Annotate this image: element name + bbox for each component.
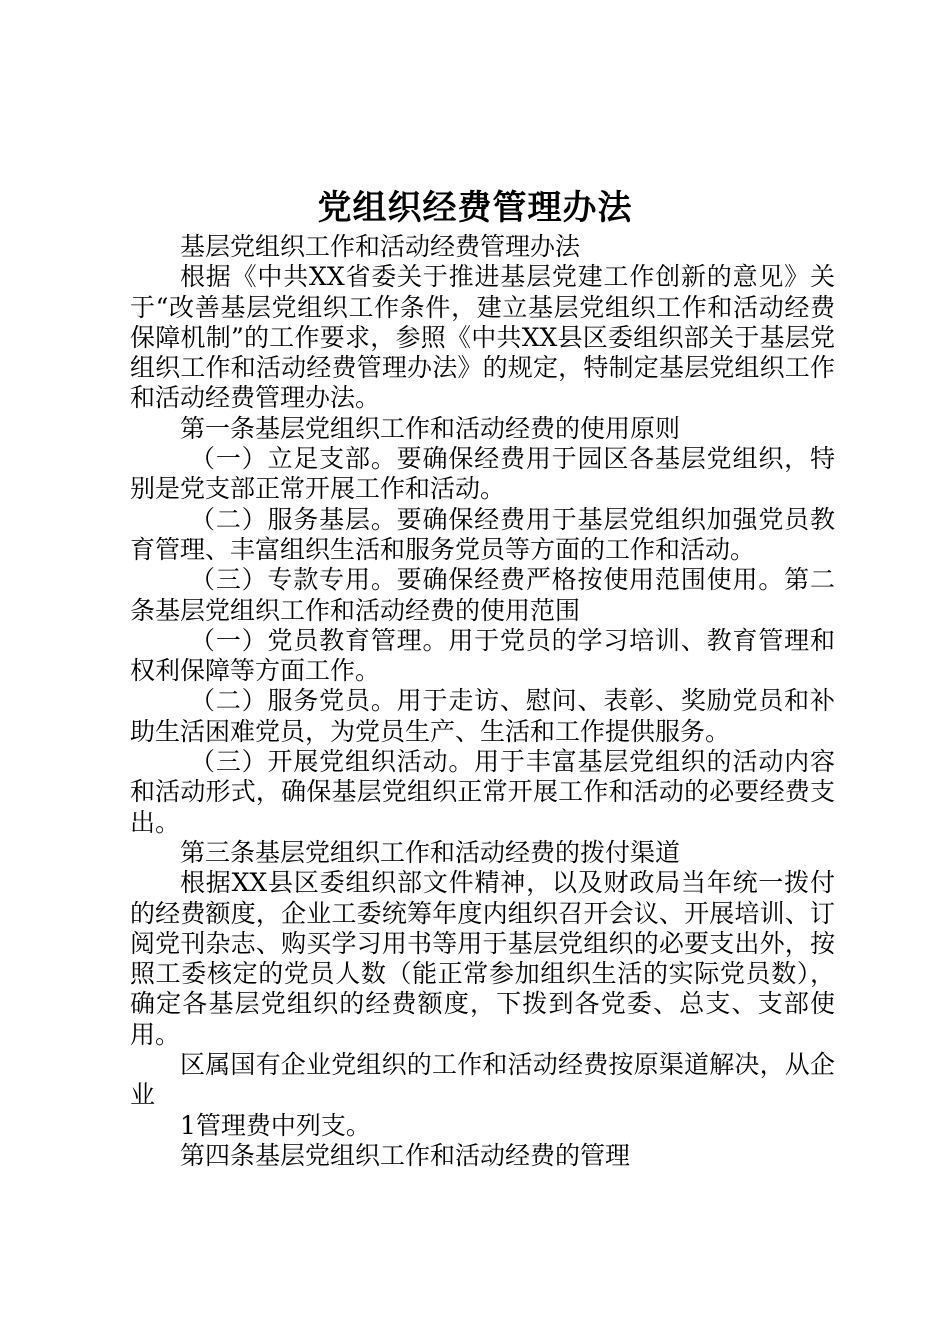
paragraph-preamble: 根据《中共XX省委关于推进基层党建工作创新的意见》关于“改善基层党组织工作条件，建立基层党组织工作和活动经费保障机制”的工作要求，参照《中共XX县区委组织部关于基层党组织工作和活动经费管理办法》的规定，特制定基层党组织工作和活动经费管理办法。 xyxy=(130,262,835,413)
paragraph-subtitle: 基层党组织工作和活动经费管理办法 xyxy=(180,232,581,261)
article-3-paragraph-2: 区属国有企业党组织的工作和活动经费按原渠道解决，从企业 xyxy=(130,1050,835,1110)
article-3-paragraph-3: 1管理费中列支。 xyxy=(180,1110,371,1140)
article-3-paragraph-1: 根据XX县区委组织部文件精神，以及财政局当年统一拨付的经费额度，企业工委统筹年度内组织召开会议、开展培训、订阅党刊杂志、购买学习用书等用于基层党组织的必要支出外，按照工委核定的党员人数（能正常参加组织生活的实际党员数），确定各基层党组织的经费额度，下拨到各党委、总支、支部使用。 xyxy=(130,868,835,1049)
article-4-heading: 第四条基层党组织工作和活动经费的管理 xyxy=(180,1140,631,1170)
article-2-item-2: （二）服务党员。用于走访、慰问、表彰、奖励党员和补助生活困难党员，为党员生产、生活和工作提供服务。 xyxy=(130,686,835,746)
article-2-item-3: （三）开展党组织活动。用于丰富基层党组织的活动内容和活动形式，确保基层党组织正常开展工作和活动的必要经费支出。 xyxy=(130,747,835,837)
article-1-item-2: （二）服务基层。要确保经费用于基层党组织加强党员教育管理、丰富组织生活和服务党员等方面的工作和活动。 xyxy=(130,504,835,564)
article-2-item-1: （一）党员教育管理。用于党员的学习培训、教育管理和权利保障等方面工作。 xyxy=(130,625,835,686)
document-title: 党组织经费管理办法 xyxy=(317,188,633,228)
article-1-item-1: （一）立足支部。要确保经费用于园区各基层党组织，特别是党支部正常开展工作和活动。 xyxy=(130,444,835,504)
article-3-heading: 第三条基层党组织工作和活动经费的拨付渠道 xyxy=(180,837,681,867)
document-body xyxy=(130,232,835,1171)
article-1-heading: 第一条基层党组织工作和活动经费的使用原则 xyxy=(180,413,681,443)
article-1-item-3: （三）专款专用。要确保经费严格按使用范围使用。第二条基层党组织工作和活动经费的使用范围 xyxy=(130,565,835,625)
